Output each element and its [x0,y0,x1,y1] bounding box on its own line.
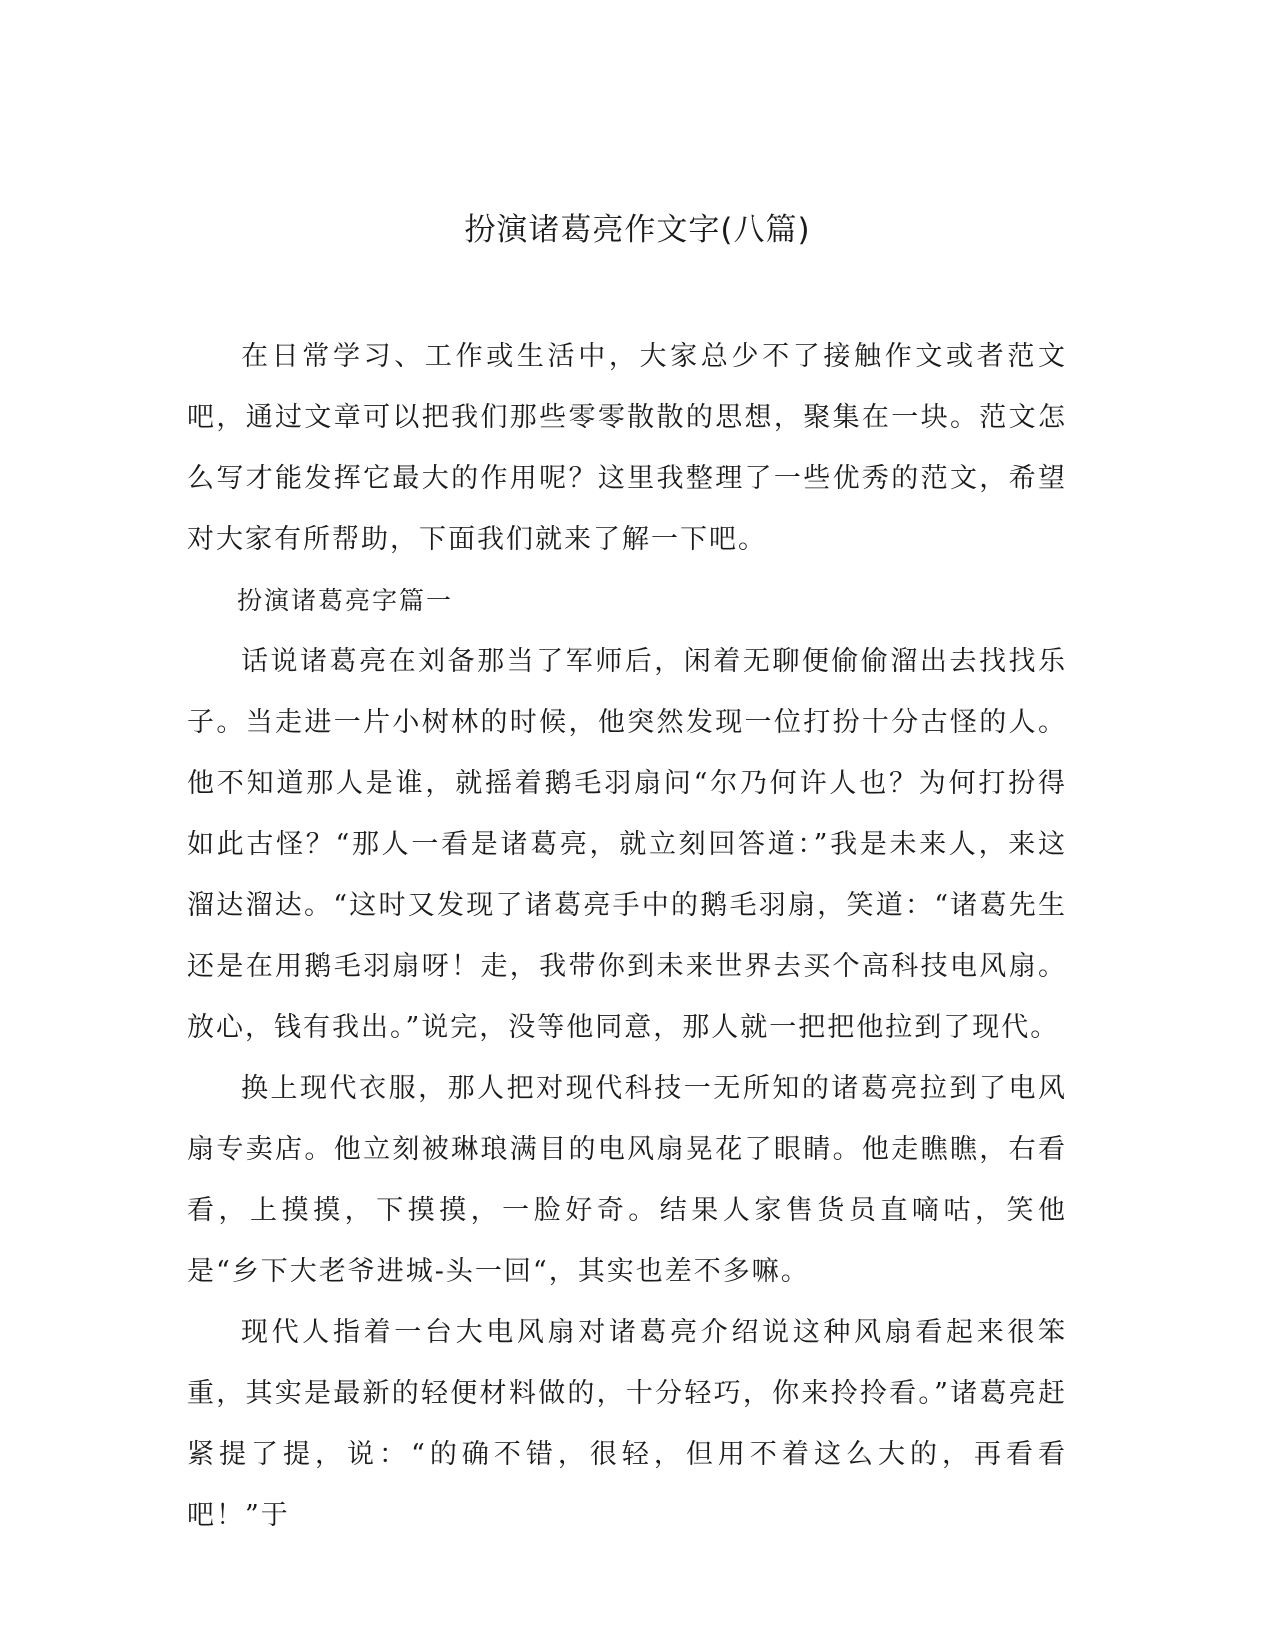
body-paragraph: 换上现代衣服，那人把对现代科技一无所知的诸葛亮拉到了电风扇专卖店。他立刻被琳琅满目的电风扇晃花了眼睛。他走瞧瞧，右看看，上摸摸，下摸摸，一脸好奇。结果人家售货员直嘀咕，笑他是“乡下大老爷进城-头一回“，其实也差不多嘛。 [187,1073,1067,1287]
document-title: 扮演诸葛亮作文字(八篇) [464,212,811,248]
intro-paragraph: 在日常学习、工作或生活中，大家总少不了接触作文或者范文吧，通过文章可以把我们那些零零散散的思想，聚集在一块。范文怎么写才能发挥它最大的作用呢？这里我整理了一些优秀的范文，希望对大家有所帮助，下面我们就来了解一下吧。 [187,341,1067,555]
section-heading: 扮演诸葛亮字篇一 [237,586,454,615]
body-paragraph: 现代人指着一台大电风扇对诸葛亮介绍说这种风扇看起来很笨重，其实是最新的轻便材料做的，十分轻巧，你来拎拎看。”诸葛亮赶紧提了提，说：“的确不错，很轻，但用不着这么大的，再看看吧！”于 [187,1317,1067,1531]
document-body [187,326,1067,1546]
body-paragraph: 话说诸葛亮在刘备那当了军师后，闲着无聊便偷偷溜出去找找乐子。当走进一片小树林的时候，他突然发现一位打扮十分古怪的人。他不知道那人是谁，就摇着鹅毛羽扇问“尔乃何许人也？为何打扮得如此古怪？“那人一看是诸葛亮，就立刻回答道：”我是未来人，来这溜达溜达。“这时又发现了诸葛亮手中的鹅毛羽扇，笑道：“诸葛先生还是在用鹅毛羽扇呀！走，我带你到未来世界去买个高科技电风扇。放心，钱有我出。”说完，没等他同意，那人就一把把他拉到了现代。 [187,646,1067,1043]
